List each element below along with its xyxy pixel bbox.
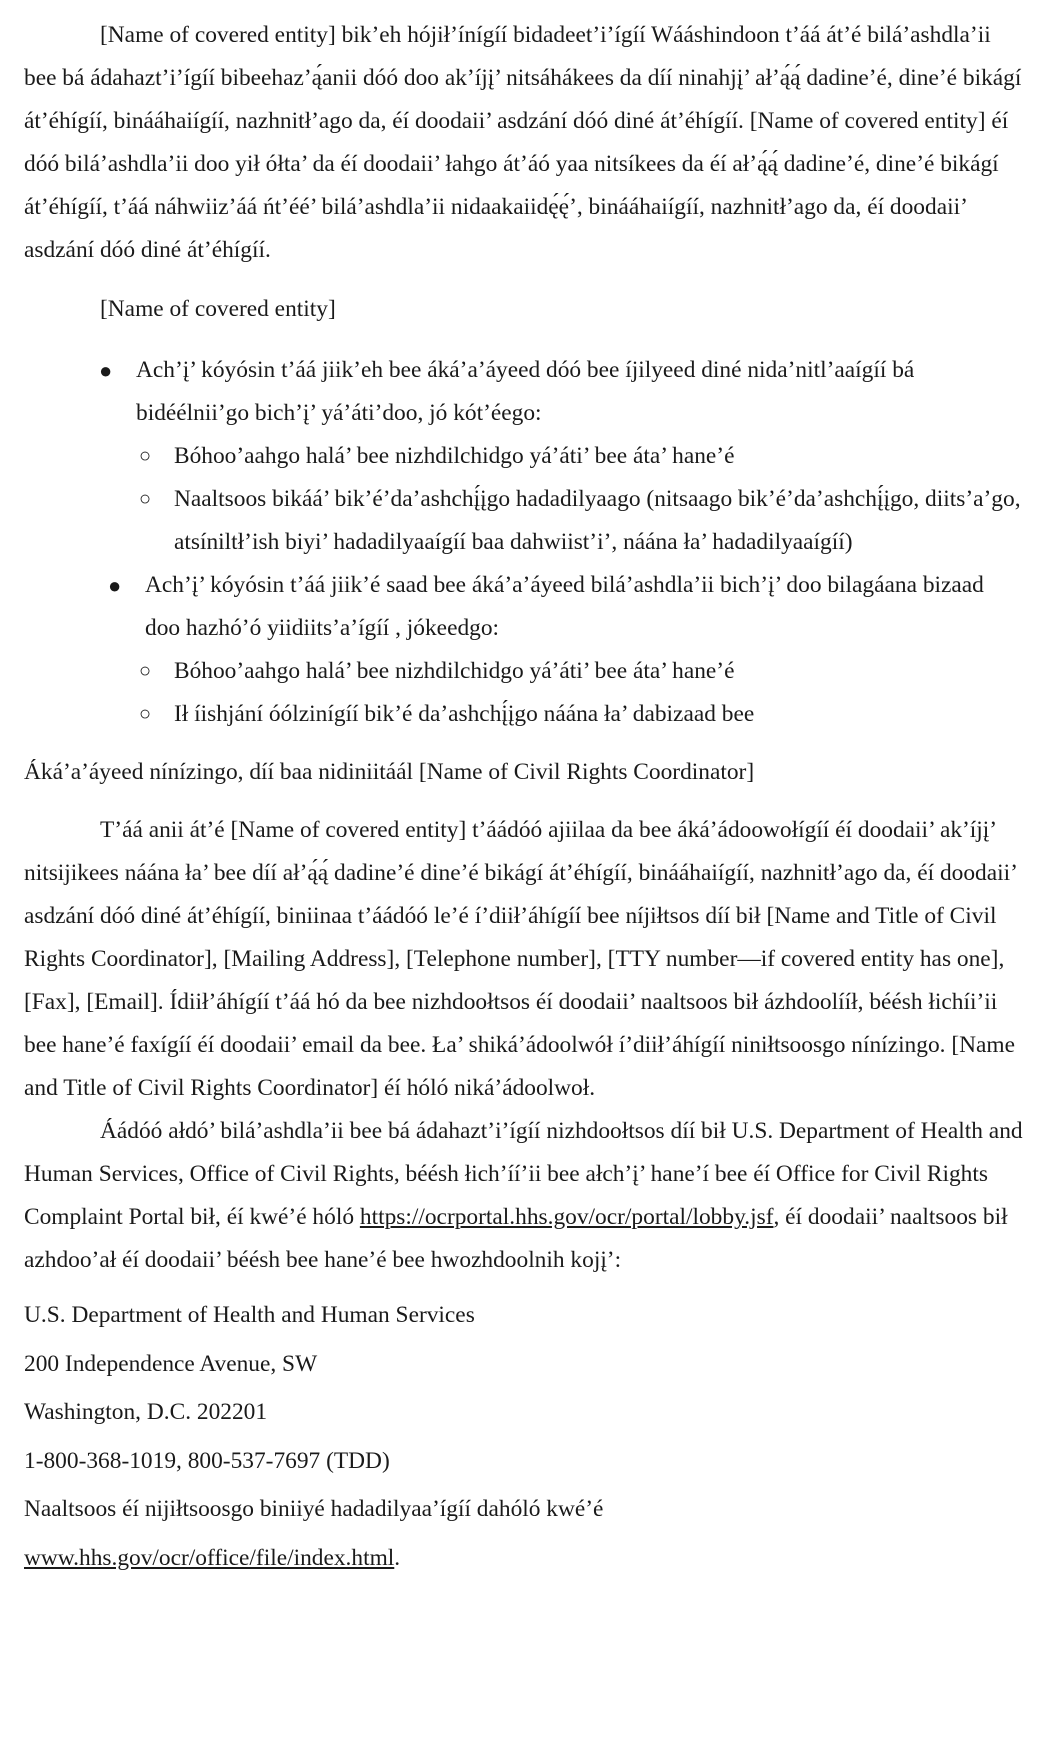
address-line-phone: 1-800-368-1019, 800-537-7697 (TDD)	[24, 1447, 390, 1474]
link-period: .	[394, 1544, 401, 1571]
address-line-street: 200 Independence Avenue, SW	[24, 1350, 318, 1377]
bullet-dot-icon: ●	[99, 358, 113, 383]
covered-entity-heading: [Name of covered entity]	[100, 296, 336, 322]
ocr-portal-link[interactable]: https://ocrportal.hhs.gov/ocr/portal/lobby.jsf	[359, 1204, 774, 1230]
sub-item	[24, 435, 1024, 478]
address-line-forms: Naaltsoos éí nijiłtsoosgo biniiyé hadadilyaa’ígíí dahóló kwé’é	[24, 1496, 604, 1522]
hhs-forms-link[interactable]: www.hhs.gov/ocr/office/file/index.html	[24, 1544, 395, 1571]
bullet-item-text: Ach’į’ kóyósin t’áá jiik’é saad bee áká’a’áyeed bilá’ashdla’ii bich’į’ doo bilagáana bizaad doo hazhó’ó yiidiits’a’ígíí , jókeedgo:	[145, 572, 984, 641]
sub-list-1	[24, 435, 1024, 564]
ocr-text-after: , éí doodaii’ naaltsoos bił azhdoo’ał éí doodaii’ béésh bee hane’é bee hwozhdoolnih kojį’:	[24, 1204, 1008, 1273]
sub-item-text: Ił íishjání óólzinígíí bik’é da’ashchį́įgo náána ła’ dabizaad bee	[174, 701, 755, 727]
intro-paragraph: [Name of covered entity] bik’eh hójiłʼínígíí bidadeet’i’ígíí Wááshindoon t’áá át’é bilá’ashdla’ii bee bá ádahazt’i’ígíí bibeehaz’ą́anii dóó doo ak’íjį’ nitsáhákees da díí ninahjį’ ał’ą́ą́ dadine’é, dine’é bikágí át’éhígíí, binááhaiígíí, nazhnitł’ago da, éí doodaii’ asdzání dóó diné át’éhígíí. [Name of covered entity] éí dóó bilá’ashdla’ii doo yił ółta’ da éí doodaii’ łahgo át’áó yaa nitsíkees da éí ał’ą́ą́ dadine’é, dine’é bikágí át’éhígíí, t’áá náhwiiz’áá ńt’éé’ bilá’ashdla’ii nidaakaiidę́ę́’, binááhaiígíí, nazhnitł’ago da, éí doodaii’ asdzání dóó diné át’éhígíí.	[24, 22, 1022, 263]
bullet-dot-icon: ●	[108, 573, 122, 598]
services-list	[24, 349, 1024, 736]
document-page	[24, 14, 1024, 1582]
bullet-item-1	[24, 349, 1024, 564]
bullet-item-text: Ach’į’ kóyósin t’áá jiik’eh bee áká’a’áyeed dóó bee íjilyeed diné nida’nitl’aaígíí bá bidéélnii’go bich’į’ yá’áti’doo, jó kót’éego:	[136, 357, 915, 426]
circle-bullet-icon: ○	[139, 660, 152, 682]
sub-list-2	[24, 650, 1024, 736]
sub-item-text: Bóhoo’aahgo halá’ bee nizhdilchidgo yá’áti’ bee áta’ hane’é	[174, 658, 735, 684]
sub-item	[24, 693, 1024, 736]
sub-item-text: Naaltsoos bikáá’ bik’é’da’ashchį́įgo hadadilyaago (nitsaago bik’é’da’ashchį́įgo, diits’a’go, atsíniltł’ish biyi’ hadadilyaaígíí baa dahwiist’i’, náána ła’ hadadilyaaígíí)	[174, 486, 1021, 555]
circle-bullet-icon: ○	[139, 445, 152, 467]
hhs-address-block	[24, 1291, 1024, 1582]
ocr-complaint-paragraph	[24, 1110, 1024, 1282]
sub-item	[24, 478, 1024, 564]
grievance-paragraph: T’áá anii át’é [Name of covered entity] t’áádóó ajiilaa da bee áká’ádoowołígíí éí doodaii’ ak’íjį’ nitsijikees náána ła’ bee díí ał’ą́ą́ dadine’é dine’é bikágí át’éhígíí, binááhaiígíí, nazhnitł’ago da, éí doodaii’ asdzání dóó diné át’éhígíí, biniinaa t’áádóó le’é í’diił’áhígíí bee níjiłtsos díí bił [Name and Title of Civil Rights Coordinator], [Mailing Address], [Telephone number], [TTY number—if covered entity has one], [Fax], [Email]. Ídiił’áhígíí t’áá hó da bee nizhdoołtsos éí doodaii’ naaltsoos bił ázhdoolííł, béésh łichíi’ii bee hane’é faxígíí éí doodaii’ email da bee. Ła’ shiká’ádoolwół í’diił’áhígíí niniłtsoosgo nínízingo. [Name and Title of Civil Rights Coordinator] éí hóló niká’ádoolwoł.	[24, 817, 1017, 1101]
circle-bullet-icon: ○	[139, 703, 152, 725]
address-line-city: Washington, D.C. 202201	[24, 1399, 268, 1425]
ocr-text-before: Áádóó ałdó’ bilá’ashdla’ii bee bá ádahazt’i’ígíí nizhdoołtsos díí bił U.S. Department of Health and Human Services, Office of Civil Rights, béésh łich’íí’ii bee ałch’į’ hane’í bee éí Office for Civil Rights Complaint Portal bił, éí kwé’é hóló	[24, 1118, 1023, 1230]
sub-item	[24, 650, 1024, 693]
coordinator-contact-line: Áká’a’áyeed nínízingo, díí baa nidiniitáál [Name of Civil Rights Coordinator]	[24, 759, 755, 785]
address-line-department: U.S. Department of Health and Human Services	[24, 1302, 475, 1328]
address-line-link	[24, 1534, 1024, 1583]
sub-item-text: Bóhoo’aahgo halá’ bee nizhdilchidgo yá’áti’ bee áta’ hane’é	[174, 443, 735, 469]
bullet-item-2	[24, 564, 1024, 736]
circle-bullet-icon: ○	[139, 488, 152, 510]
